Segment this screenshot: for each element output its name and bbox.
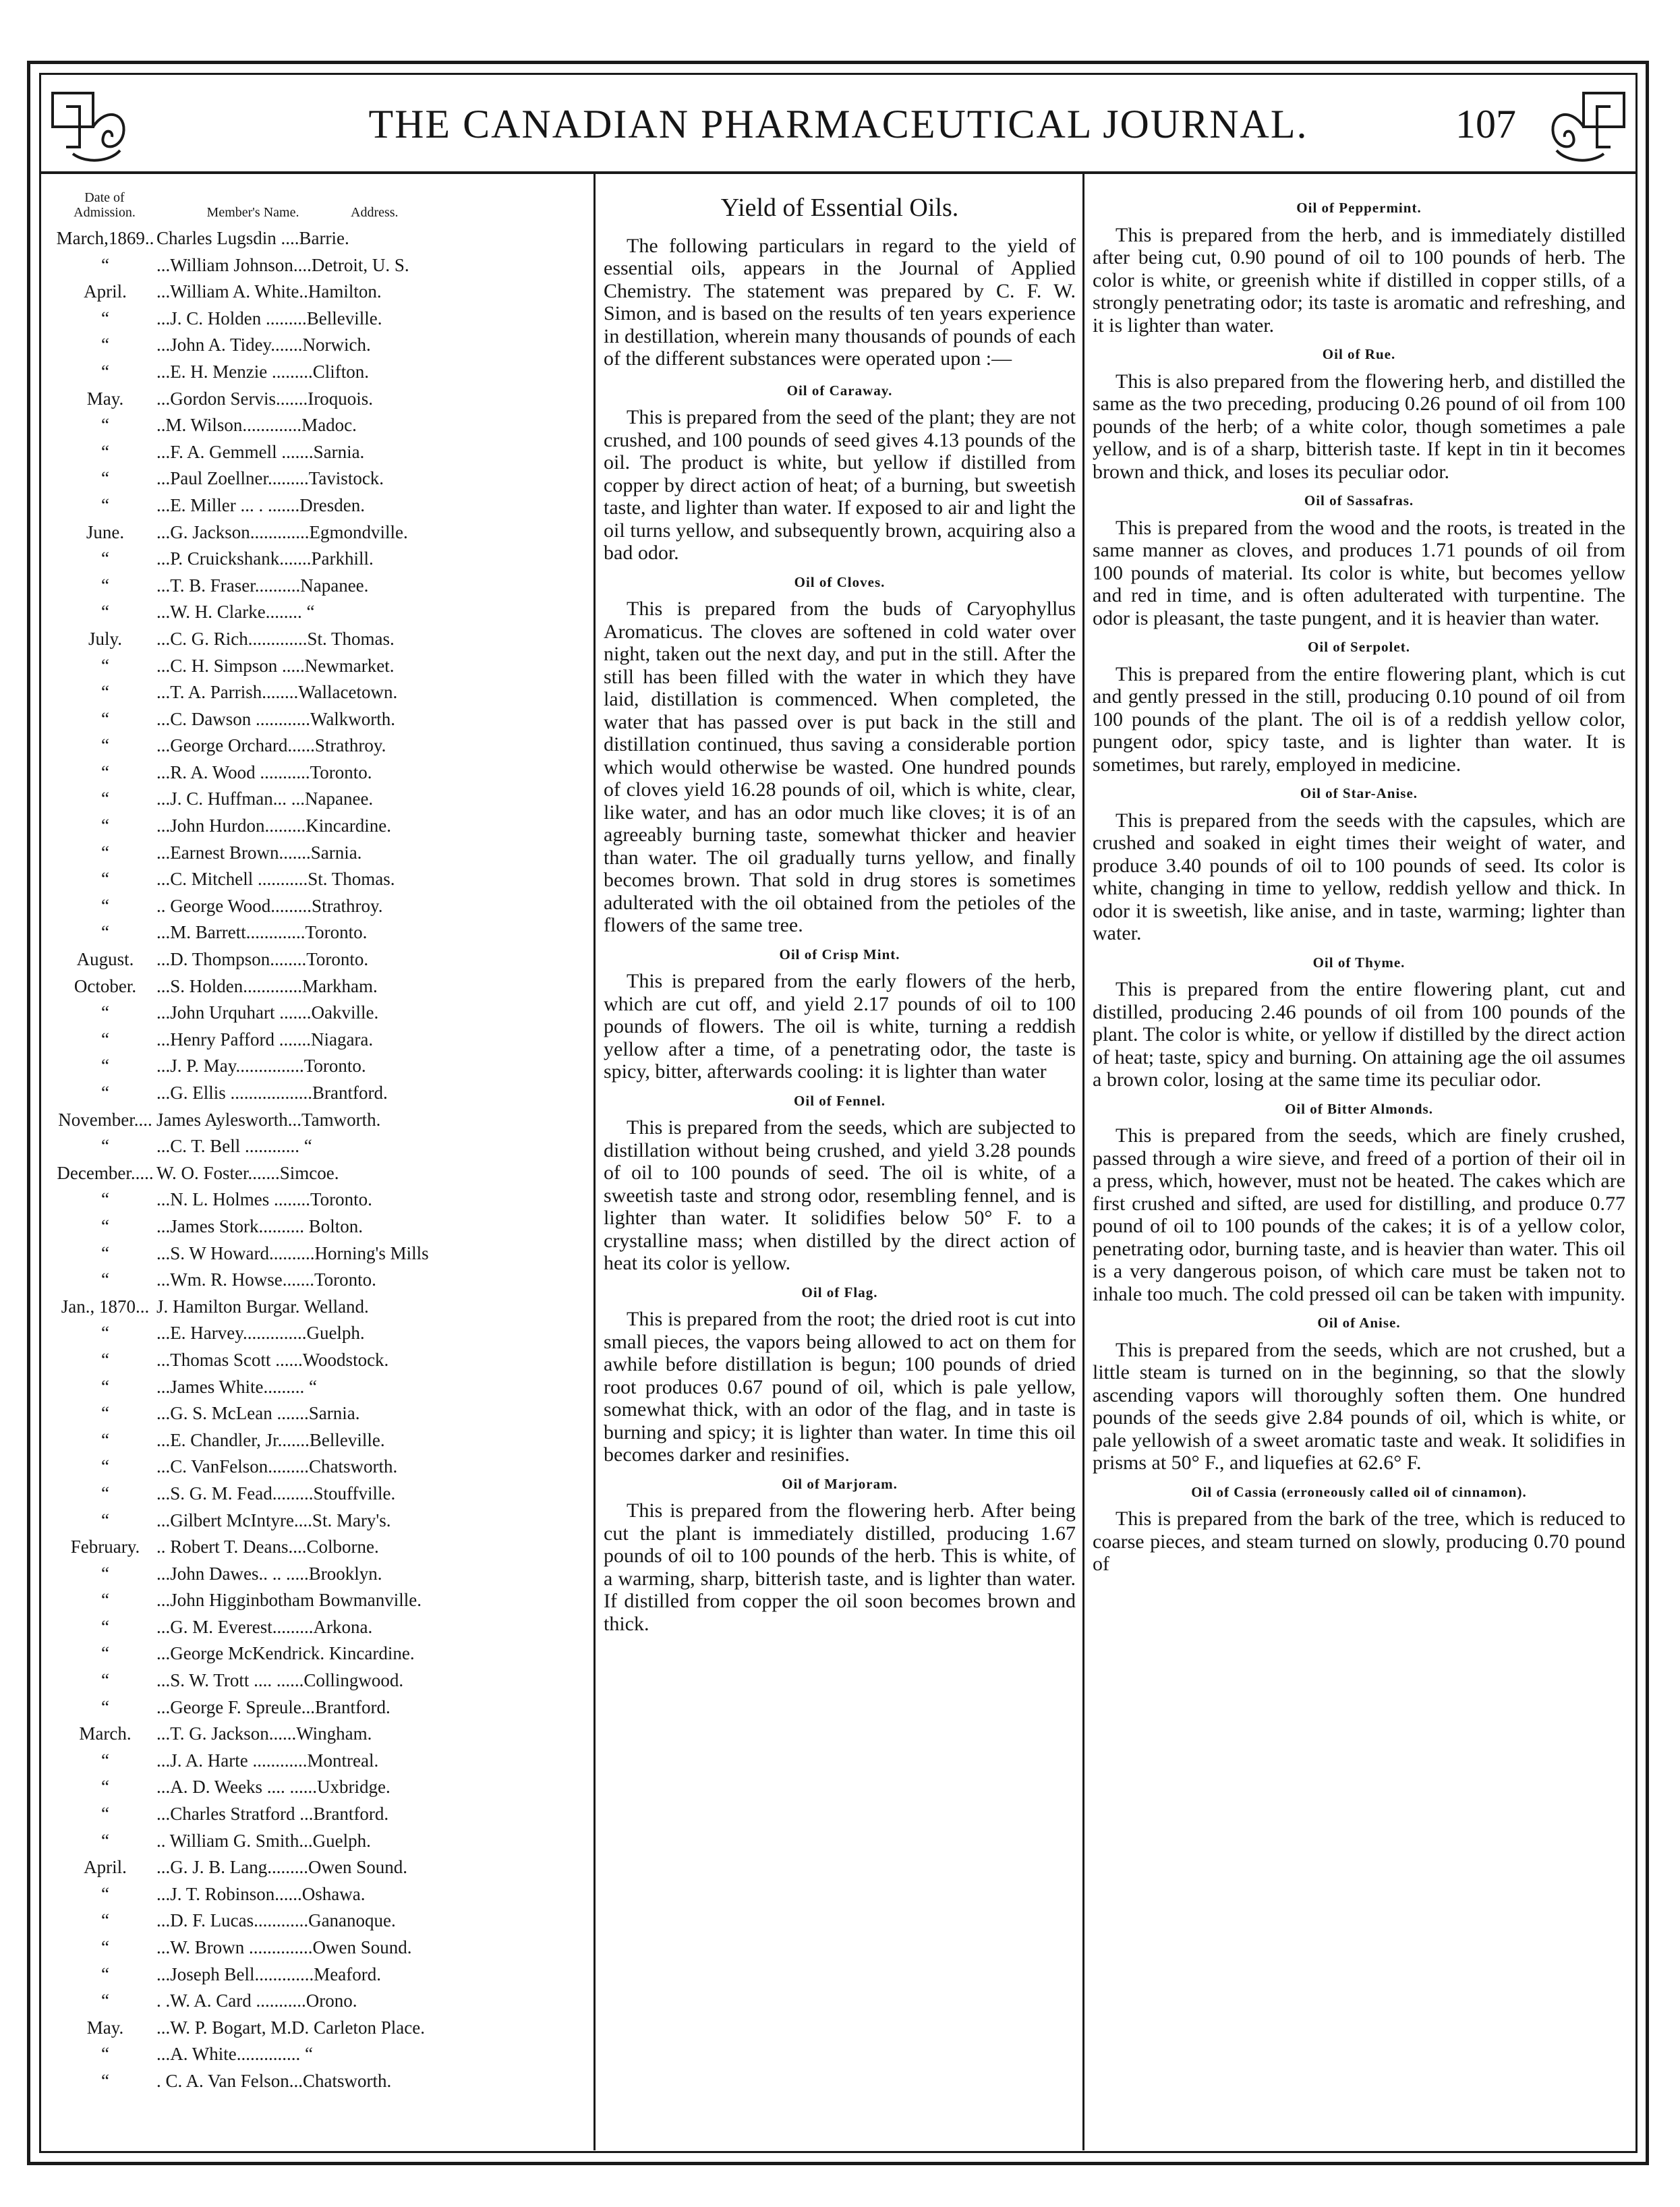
page-header <box>39 73 1638 174</box>
member-row <box>54 946 593 973</box>
member-name-address: ...E. Miller ... . .......Dresden. <box>156 494 365 515</box>
member-name-address: ...Wm. R. Howse.......Toronto. <box>156 1269 376 1290</box>
member-row <box>54 2068 593 2095</box>
section-heading: Oil of Crisp Mint. <box>779 946 900 963</box>
section-heading: Oil of Cloves. <box>794 573 886 590</box>
column-rule-1 <box>593 174 596 2150</box>
member-admission-date: “ <box>101 655 109 676</box>
member-admission-date: “ <box>101 1429 109 1450</box>
member-name-address: ...S. W. Trott .... ......Collingwood. <box>156 1670 404 1691</box>
member-name-address: ...George Orchard......Strathroy. <box>156 735 386 756</box>
member-name-address: ...J. A. Harte ............Montreal. <box>156 1750 379 1771</box>
member-admission-date: July. <box>88 628 122 649</box>
member-row <box>54 279 593 306</box>
member-admission-date: “ <box>101 682 109 703</box>
member-admission-date: “ <box>101 842 109 863</box>
member-row <box>54 1400 593 1427</box>
member-admission-date: Jan., 1870... <box>61 1296 150 1317</box>
member-name-address: ...C. Mitchell ...........St. Thomas. <box>156 869 395 890</box>
member-name-address: ...Gilbert McIntyre....St. Mary's. <box>156 1510 391 1530</box>
member-admission-date: “ <box>101 1215 109 1236</box>
member-admission-date: “ <box>101 1910 109 1931</box>
member-admission-date: “ <box>101 1510 109 1530</box>
member-row <box>54 1748 593 1775</box>
member-admission-date: August. <box>76 949 134 970</box>
member-admission-date: “ <box>101 1643 109 1664</box>
member-admission-date: “ <box>101 1056 109 1077</box>
member-name-address: ...T. B. Fraser..........Napanee. <box>156 575 369 596</box>
member-name-address: ...C. H. Simpson .....Newmarket. <box>156 655 395 676</box>
section-heading: Oil of Anise. <box>1317 1315 1401 1331</box>
member-name-address: ...J. T. Robinson......Oshawa. <box>156 1883 366 1904</box>
member-admission-date: December..... <box>57 1162 154 1183</box>
member-name-address: ...James Stork.......... Bolton. <box>156 1215 364 1236</box>
member-admission-date: “ <box>101 1269 109 1290</box>
member-row <box>54 1694 593 1721</box>
member-name-address: ...John A. Tidey.......Norwich. <box>156 335 371 355</box>
member-name-address: ...George F. Spreule...Brantford. <box>156 1696 390 1717</box>
member-name-address: ...F. A. Gemmell .......Sarnia. <box>156 441 365 462</box>
member-name-address: ...G. J. B. Lang.........Owen Sound. <box>156 1857 407 1878</box>
member-admission-date: “ <box>101 1670 109 1691</box>
member-name-address: ...William A. White..Hamilton. <box>156 281 382 302</box>
member-admission-date: “ <box>101 1696 109 1717</box>
member-name-address: ...W. P. Bogart, M.D. Carleton Place. <box>156 2017 425 2038</box>
member-row <box>54 465 593 492</box>
member-row <box>54 1854 593 1881</box>
section-body: This is prepared from the seed of the plant; they are not crushed, and 100 pounds of seed gives 4.13 pounds of the oil. The product is white, but yellow if distilled from copper by direct action of heat; of a burning, but sweetish taste, and lighter than water. If exposed to air and light the oil turns yellow, and subsequently brown, acquiring also a bad odor. <box>604 406 1076 564</box>
member-name-address: ...W. Brown ..............Owen Sound. <box>156 1937 412 1957</box>
member-name-address: ...G. S. McLean .......Sarnia. <box>156 1403 360 1424</box>
member-admission-date: “ <box>101 1937 109 1957</box>
section-heading: Oil of Flag. <box>801 1284 878 1300</box>
member-row <box>54 813 593 840</box>
member-row <box>54 733 593 759</box>
member-admission-date: “ <box>101 468 109 489</box>
member-row <box>54 519 593 546</box>
member-admission-date: “ <box>101 1804 109 1825</box>
member-row <box>54 1721 593 1748</box>
member-admission-date: “ <box>101 762 109 782</box>
member-row <box>54 1614 593 1641</box>
member-name-address: ...John Higginbotham Bowmanville. <box>156 1590 422 1611</box>
section-body: This is prepared from the seeds, which are subjected to distillation without being crushed, and yield 3.28 pounds of oil to 100 pounds of seed. The oil is white, of a sweetish taste and strong odor, resembling fennel, and is lighter than water. It solidifies below 50° F. to a crystalline mass; when distilled by the direct action of heat its color is yellow. <box>604 1116 1076 1274</box>
member-admission-date: “ <box>101 735 109 756</box>
member-name-address: ...M. Barrett.............Toronto. <box>156 922 368 943</box>
section-heading: Oil of Peppermint. <box>1296 200 1422 216</box>
journal-title: THE CANADIAN PHARMACEUTICAL JOURNAL. <box>368 102 1308 146</box>
member-row <box>54 1774 593 1801</box>
member-row <box>54 973 593 1000</box>
section-body: This is prepared from the seeds, which are not crushed, but a little steam is turned on in the beginning, so that the slowly ascending vapors will thoroughly soften them. One hundred pounds of the seeds give 2.84 pounds of oil, which is white, or pale yellowish of a sweet aromatic taste and weak. It solidifies in prisms at 50° F., and liquefies at 62.6° F. <box>1093 1338 1625 1474</box>
member-admission-date: “ <box>101 1483 109 1503</box>
section-heading: Oil of Marjoram. <box>782 1475 898 1492</box>
article-intro: The following particulars in regard to the yield of essential oils, appears in the Journal of Applied Chemistry. The statement was prepared by C. F. W. Simon, and is based on the results of ten years experience in destillation, wherein many thousands of pounds of each of the different substances were operated upon :— <box>604 234 1076 370</box>
section-body: This is prepared from the root; the dried root is cut into small pieces, the vapors being allowed to act on them for awhile before distillation is begun; 100 pounds of dried root produces 0.67 pound of oil, which is pale yellow, somewhat thick, with an odor of the flag, and in taste is burning and spicy; it is lighter than water. In time this oil becomes darker and resinifies. <box>604 1308 1076 1466</box>
member-name-address: ...W. H. Clarke........ “ <box>156 602 315 623</box>
member-row <box>54 786 593 813</box>
member-row <box>54 386 593 413</box>
section-heading: Oil of Bitter Almonds. <box>1285 1100 1433 1117</box>
member-admission-date: April. <box>84 281 127 302</box>
member-row <box>54 1961 593 1988</box>
member-name-address: ..M. Wilson.............Madoc. <box>156 415 357 436</box>
member-row <box>54 626 593 653</box>
member-row <box>54 2041 593 2068</box>
member-row <box>54 1027 593 1054</box>
member-admission-date: February. <box>70 1537 140 1557</box>
member-admission-date: “ <box>101 1990 109 2011</box>
member-name-address: . C. A. Van Felson...Chatsworth. <box>156 2070 392 2091</box>
ornament-right-icon <box>1530 86 1631 167</box>
member-name-address: ...E. H. Menzie .........Clifton. <box>156 361 369 382</box>
section-body: This is prepared from the bark of the tree, which is reduced to coarse pieces, and steam turned on slowly, producing 0.70 pound of <box>1093 1508 1625 1575</box>
section-heading: Oil of Star-Anise. <box>1300 785 1418 801</box>
members-admission-list <box>54 190 593 2095</box>
member-row <box>54 439 593 466</box>
section-heading: Oil of Serpolet. <box>1308 639 1410 655</box>
member-row <box>54 1454 593 1481</box>
member-row <box>54 866 593 893</box>
member-admission-date: “ <box>101 308 109 328</box>
member-row <box>54 332 593 359</box>
member-row <box>54 1133 593 1160</box>
member-admission-date: “ <box>101 1242 109 1263</box>
member-row <box>54 1908 593 1934</box>
article-title: Yield of Essential Oils. <box>720 194 959 222</box>
member-admission-date: “ <box>101 1323 109 1344</box>
section-body: This is prepared from the wood and the roots, is treated in the same manner as cloves, and produces 1.71 pounds of oil from 100 pounds of material. Its color is white, but becomes yellow and red in time, and is often adulterated with turpentine. The odor is pleasant, the taste pungent, and it is heavier than water. <box>1093 516 1625 629</box>
member-name-address: ...Gordon Servis.......Iroquois. <box>156 388 373 409</box>
member-name-address: .. Robert T. Deans....Colborne. <box>156 1537 379 1557</box>
section-body: This is prepared from the buds of Caryophyllus Aromaticus. The cloves are softened in cold water over night, taken out the next day, and put in the still. After the still has been filled with the water in which they have laid, distillation is commenced. When completed, the water that has passed over is put back in the still and distillation continued, thus saving a considerable portion which would otherwise be wasted. One hundred pounds of cloves yield 16.28 pounds of oil, which is white, clear, like water, and has an odor much like cloves; it is of an agreeably burning taste, somewhat thicker and heavier than water. The oil gradually turns yellow, and finally becomes brown. That sold in drug stores is sometimes adulterated with the oil obtained from the petioles of the flowers of the same tree. <box>604 598 1076 936</box>
column-2-sections <box>604 380 1076 1636</box>
member-row <box>54 412 593 439</box>
member-name-address: ...J. C. Holden .........Belleville. <box>156 308 382 328</box>
member-name-address: J. Hamilton Burgar. Welland. <box>156 1296 369 1317</box>
member-name-address: ...Henry Pafford .......Niagara. <box>156 1029 374 1050</box>
member-admission-date: “ <box>101 1376 109 1397</box>
member-row <box>54 252 593 279</box>
article-column-2 <box>604 190 1076 1635</box>
member-admission-date: “ <box>101 1136 109 1157</box>
member-admission-date: “ <box>101 1083 109 1103</box>
member-admission-date: “ <box>101 789 109 809</box>
section-body: This is prepared from the entire flowering plant, which is cut and gently pressed in the still, producing 0.10 pound of oil from 100 pounds of the plant. The oil is of a reddish yellow color, pungent odor, spicy taste, and is lighter than water. It is sometimes, but rarely, employed in medicine. <box>1093 662 1625 776</box>
member-row <box>54 1828 593 1855</box>
member-admission-date: “ <box>101 895 109 916</box>
member-name-address: ...C. VanFelson.........Chatsworth. <box>156 1456 398 1477</box>
member-admission-date: May. <box>86 2017 124 2038</box>
member-admission-date: “ <box>101 708 109 729</box>
member-admission-date: “ <box>101 1403 109 1424</box>
member-name-address: ...S. W Howard..........Horning's Mills <box>156 1242 429 1263</box>
member-admission-date: “ <box>101 869 109 890</box>
member-name-address: ...A. White.............. “ <box>156 2044 313 2065</box>
member-row <box>54 1294 593 1321</box>
member-row <box>54 1801 593 1828</box>
member-admission-date: November.... <box>58 1109 152 1130</box>
member-row <box>54 1107 593 1134</box>
date-column-header: Date of Admission. <box>74 190 136 220</box>
member-row <box>54 1534 593 1561</box>
member-admission-date: “ <box>101 335 109 355</box>
member-row <box>54 1267 593 1294</box>
member-admission-date: “ <box>101 1883 109 1904</box>
member-name-address: ...George McKendrick. Kincardine. <box>156 1643 415 1664</box>
member-admission-date: “ <box>101 254 109 275</box>
member-row <box>54 2015 593 2042</box>
column-rule-2 <box>1082 174 1084 2150</box>
member-admission-date: “ <box>101 1616 109 1637</box>
member-admission-date: “ <box>101 575 109 596</box>
member-admission-date: “ <box>101 1349 109 1370</box>
member-row <box>54 1508 593 1535</box>
member-row <box>54 1881 593 1908</box>
section-heading: Oil of Rue. <box>1322 346 1396 362</box>
member-row <box>54 1000 593 1027</box>
member-admission-date: “ <box>101 1029 109 1050</box>
member-admission-date: March. <box>79 1723 132 1744</box>
member-row <box>54 893 593 920</box>
member-row <box>54 1347 593 1374</box>
member-admission-date: “ <box>101 1002 109 1023</box>
member-admission-date: “ <box>101 2044 109 2065</box>
member-name-address: ...A. D. Weeks .... ......Uxbridge. <box>156 1777 390 1798</box>
section-body: This is prepared from the herb, and is immediately distilled after being cut, 0.90 pound of oil to 100 pounds of herb. The color is white, or greenish white if distilled in copper stills, of a strongly penetrating odor; its taste is aromatic and refreshing, and it is lighter than water. <box>1093 223 1625 337</box>
member-row <box>54 679 593 706</box>
member-admission-date: June. <box>86 521 125 542</box>
member-name-address: ...G. Jackson.............Egmondville. <box>156 521 408 542</box>
article-column-3 <box>1093 190 1625 1576</box>
member-row <box>54 1667 593 1694</box>
member-row <box>54 492 593 519</box>
member-row <box>54 306 593 333</box>
member-admission-date: “ <box>101 1777 109 1798</box>
member-row <box>54 1320 593 1347</box>
member-name-address: ...William Johnson....Detroit, U. S. <box>156 254 409 275</box>
member-name-address: ...Joseph Bell.............Meaford. <box>156 1964 381 1984</box>
member-admission-date: “ <box>101 415 109 436</box>
member-name-address: W. O. Foster.......Simcoe. <box>156 1162 339 1183</box>
member-name-address: ...R. A. Wood ...........Toronto. <box>156 762 372 782</box>
member-row <box>54 1080 593 1107</box>
member-name-address: .. William G. Smith...Guelph. <box>156 1830 371 1851</box>
member-name-address: ...Thomas Scott ......Woodstock. <box>156 1349 389 1370</box>
section-heading: Oil of Cassia (erroneously called oil of cinnamon). <box>1191 1483 1527 1500</box>
member-row <box>54 1934 593 1961</box>
member-name-address: ...N. L. Holmes ........Toronto. <box>156 1189 372 1210</box>
member-row <box>54 359 593 386</box>
section-body: This is prepared from the entire flowering plant, cut and distilled, producing 2.46 pounds of oil from 100 pounds of the plant. The color is white, or yellow if distilled by the direct action of heat; taste, spicy and burning. On attaining age the oil assumes a brown color, losing at the same time its peculiar odor. <box>1093 978 1625 1091</box>
member-admission-date: “ <box>101 1964 109 1984</box>
member-name-address: ...S. G. M. Fead.........Stouffville. <box>156 1483 396 1503</box>
member-row <box>54 599 593 626</box>
members-table-header <box>54 190 593 220</box>
member-row <box>54 1587 593 1614</box>
member-name-address: ...James White......... “ <box>156 1376 317 1397</box>
member-admission-date: “ <box>101 2070 109 2091</box>
name-column-header: Member's Name. <box>206 205 299 220</box>
member-admission-date: April. <box>84 1857 127 1878</box>
member-row <box>54 1561 593 1588</box>
member-name-address: ...G. M. Everest.........Arkona. <box>156 1616 373 1637</box>
member-row <box>54 1213 593 1240</box>
member-admission-date: “ <box>101 441 109 462</box>
section-body: This is prepared from the early flowers of the herb, which are cut off, and yield 2.17 pounds of oil to 100 pounds of flowers. The oil is white, turning a reddish yellow after a time, of a penetrating odor, the taste is spicy, bitter, afterwards cooling: it is lighter than water <box>604 970 1076 1083</box>
member-name-address: .. George Wood.........Strathroy. <box>156 895 383 916</box>
member-name-address: ...John Hurdon.........Kincardine. <box>156 815 391 836</box>
member-row <box>54 573 593 600</box>
member-name-address: ...John Dawes.. .. .....Brooklyn. <box>156 1563 382 1584</box>
member-name-address: ...J. C. Huffman... ...Napanee. <box>156 789 374 809</box>
member-admission-date: “ <box>101 1830 109 1851</box>
section-body: This is prepared from the flowering herb. After being cut the plant is immediately distilled, producing 1.67 pounds of oil to 100 pounds of the herb. This is white, of a warming, sharp, bitterish taste, and is lighter than water. If distilled from copper the oil soon becomes brown and thick. <box>604 1499 1076 1635</box>
member-name-address: ...E. Chandler, Jr.......Belleville. <box>156 1429 385 1450</box>
member-row <box>54 225 593 252</box>
member-row <box>54 1240 593 1267</box>
section-heading: Oil of Sassafras. <box>1304 492 1414 509</box>
member-admission-date: May. <box>86 388 124 409</box>
member-row <box>54 546 593 573</box>
member-admission-date: “ <box>101 1456 109 1477</box>
member-row <box>54 1186 593 1213</box>
member-name-address: . .W. A. Card ...........Orono. <box>156 1990 357 2011</box>
member-row <box>54 706 593 733</box>
member-row <box>54 919 593 946</box>
section-body: This is also prepared from the flowering herb, and distilled the same as the two preceding, producing 0.26 pound of oil from 100 pounds of the herb; of a white color, though sometimes a pale yellow, and is of a sharp, bitterish taste. If kept in tin it becomes brown and thick, and loses its peculiar odor. <box>1093 370 1625 483</box>
section-heading: Oil of Caraway. <box>786 382 893 399</box>
member-admission-date: October. <box>74 975 137 996</box>
member-admission-date: “ <box>101 815 109 836</box>
member-name-address: ...John Urquhart .......Oakville. <box>156 1002 379 1023</box>
member-admission-date: March,1869.. <box>56 228 154 248</box>
member-name-address: ...S. Holden.............Markham. <box>156 975 378 996</box>
member-name-address: Charles Lugsdin ....Barrie. <box>156 228 349 248</box>
member-name-address: ...P. Cruickshank.......Parkhill. <box>156 548 374 569</box>
member-row <box>54 653 593 680</box>
member-row <box>54 840 593 867</box>
member-row <box>54 1374 593 1401</box>
member-name-address: ...C. T. Bell ............ “ <box>156 1136 312 1157</box>
member-admission-date: “ <box>101 602 109 623</box>
member-row <box>54 1427 593 1454</box>
member-admission-date: “ <box>101 1750 109 1771</box>
member-name-address: ...Charles Stratford ...Brantford. <box>156 1804 389 1825</box>
member-admission-date: “ <box>101 494 109 515</box>
member-name-address: ...C. G. Rich.............St. Thomas. <box>156 628 395 649</box>
member-name-address: ...T. G. Jackson......Wingham. <box>156 1723 372 1744</box>
member-name-address: ...Earnest Brown.......Sarnia. <box>156 842 362 863</box>
member-admission-date: “ <box>101 922 109 943</box>
member-admission-date: “ <box>101 1590 109 1611</box>
member-rows <box>54 225 593 2095</box>
member-name-address: James Aylesworth...Tamworth. <box>156 1109 381 1130</box>
member-name-address: ...J. P. May...............Toronto. <box>156 1056 366 1077</box>
member-admission-date: “ <box>101 361 109 382</box>
member-row <box>54 759 593 786</box>
member-row <box>54 1053 593 1080</box>
member-row <box>54 1988 593 2015</box>
section-heading: Oil of Thyme. <box>1312 954 1406 971</box>
member-row <box>54 1160 593 1187</box>
member-name-address: ...C. Dawson ............Walkworth. <box>156 708 396 729</box>
member-name-address: ...E. Harvey..............Guelph. <box>156 1323 365 1344</box>
column-3-sections <box>1093 197 1625 1576</box>
section-heading: Oil of Fennel. <box>794 1092 886 1109</box>
section-body: This is prepared from the seeds, which are finely crushed, passed through a wire sieve, and freed of a portion of their oil in a press, which, however, must not be heated. The cakes which are first crushed and sifted, are used for distilling, and produce 0.77 pound of oil to 100 pounds of the cakes; it is of a yellow color, penetrating odor, burning taste, and is heavier than water. This oil is a very dangerous poison, of which care must be taken not to inhale too much. The cold pressed oil can be taken with impunity. <box>1093 1124 1625 1305</box>
member-admission-date: “ <box>101 1563 109 1584</box>
address-column-header: Address. <box>351 205 399 220</box>
member-row <box>54 1640 593 1667</box>
member-name-address: ...D. Thompson........Toronto. <box>156 949 369 970</box>
member-name-address: ...T. A. Parrish........Wallacetown. <box>156 682 398 703</box>
member-admission-date: “ <box>101 548 109 569</box>
member-admission-date: “ <box>101 1189 109 1210</box>
section-body: This is prepared from the seeds with the capsules, which are crushed and soaked in eight times their weight of water, and produce 3.40 pounds of oil to 100 pounds of seed. Its color is white, changing in time to yellow, reddish yellow and thick. In odor it is sweetish, like anise, and in taste, warming; lighter than water. <box>1093 809 1625 944</box>
member-name-address: ...D. F. Lucas............Gananoque. <box>156 1910 396 1931</box>
member-name-address: ...G. Ellis ..................Brantford. <box>156 1083 388 1103</box>
page-number: 107 <box>1455 102 1516 146</box>
member-row <box>54 1481 593 1508</box>
member-name-address: ...Paul Zoellner.........Tavistock. <box>156 468 384 489</box>
